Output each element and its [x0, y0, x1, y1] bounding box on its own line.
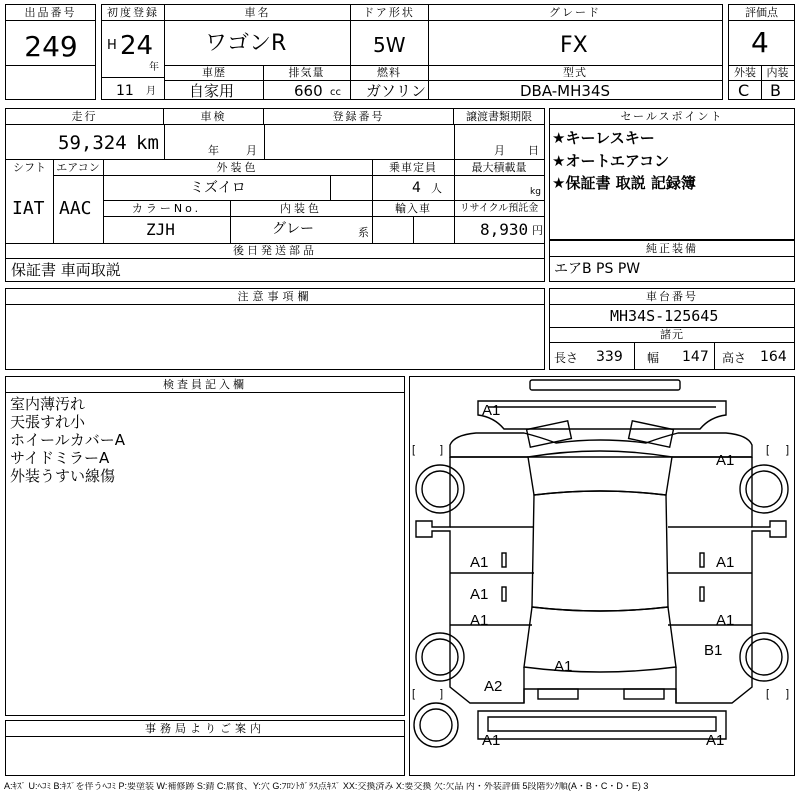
interior-color-label: 内装色 — [280, 202, 322, 215]
transfer-deadline-label: 譲渡書類期限 — [454, 109, 544, 125]
grade: FX — [560, 33, 588, 58]
interior-grade: B — [770, 81, 781, 100]
import-label: 輸入車 — [395, 202, 431, 215]
score: 4 — [751, 26, 769, 59]
car-outline — [410, 377, 794, 775]
recycle-label: リサイクル預託金 — [459, 203, 539, 214]
era-letter: H — [107, 38, 117, 53]
chassis-number-label: 車台番号 — [550, 289, 794, 305]
svg-text:]: ] — [786, 444, 790, 456]
inspector-note: 外装うすい線傷 — [10, 467, 116, 485]
displacement: 660 — [294, 82, 323, 100]
damage-mark: A1 — [716, 554, 735, 571]
capacity-label: 乗車定員 — [389, 161, 437, 174]
mileage-label: 走行 — [6, 109, 164, 125]
damage-mark: A1 — [482, 732, 501, 749]
lot-number: 249 — [24, 30, 78, 63]
specs-table — [5, 108, 545, 282]
lot-number-box — [5, 4, 96, 100]
chassis-box — [549, 288, 795, 370]
shift: IAT — [12, 198, 45, 219]
inspector-label: 検査員記入欄 — [6, 377, 404, 393]
inspector-note: サイドミラーA — [10, 449, 110, 467]
exterior-color-label: 外装色 — [216, 161, 259, 174]
damage-mark: A1 — [470, 612, 489, 629]
notes-label: 注意事項欄 — [6, 289, 544, 305]
first-registration-box — [101, 4, 165, 100]
office-box — [5, 720, 405, 776]
length: 339 — [596, 349, 623, 365]
sales-points-box — [549, 108, 795, 240]
svg-text:]: ] — [440, 444, 444, 456]
notes-box — [5, 288, 545, 370]
damage-mark: B1 — [704, 642, 723, 659]
damage-mark: A2 — [484, 678, 503, 695]
car-name-label: 車名 — [165, 5, 350, 21]
damage-mark: A1 — [706, 732, 725, 749]
car-name: ワゴンR — [205, 31, 287, 56]
interior-color-unit: 系 — [358, 226, 369, 239]
color-number-label: カラーNo. — [131, 202, 202, 215]
damage-mark: A1 — [716, 612, 735, 629]
color-number: ZJH — [146, 220, 175, 239]
exterior-color: ミズイロ — [190, 180, 246, 196]
door-label: ドア形状 — [350, 5, 428, 21]
svg-text:[: [ — [766, 688, 770, 700]
door-type: 5W — [373, 33, 406, 57]
later-parts: 保証書 車両取説 — [11, 261, 121, 279]
inspection-month-unit: 月 — [246, 144, 257, 157]
transfer-day-unit: 日 — [528, 144, 539, 157]
svg-text:[: [ — [412, 444, 416, 456]
registration-year: 24 — [120, 31, 154, 61]
inspector-note: ホイールカバーA — [10, 431, 125, 449]
mileage: 59,324 — [58, 132, 127, 154]
interior-color: グレー — [272, 221, 314, 237]
ac-label: エアコン — [56, 161, 100, 174]
model: DBA-MH34S — [520, 82, 611, 100]
damage-diagram — [409, 376, 795, 776]
registration-month: 11 — [116, 83, 134, 99]
exterior-label: 外装 — [734, 66, 756, 79]
history: 自家用 — [189, 82, 235, 100]
equipment-box — [549, 240, 795, 282]
exterior-grade: C — [738, 81, 750, 100]
interior-label: 内装 — [766, 66, 789, 79]
dimensions-label: 諸元 — [660, 328, 684, 341]
inspector-box — [5, 376, 405, 716]
damage-mark: A1 — [554, 658, 573, 675]
capacity: 4 — [412, 180, 421, 196]
length-label: 長さ — [554, 351, 579, 365]
history-label: 車歴 — [202, 66, 226, 79]
sales-point-item: ★保証書 取説 記録簿 — [552, 174, 696, 192]
svg-text:]: ] — [440, 688, 444, 700]
inspector-note: 天張すれ小 — [10, 413, 86, 431]
legend: A:ｷｽﾞ U:ﾍｺﾐ B:ｷｽﾞを伴うﾍｺﾐ P:要塗装 W:補修跡 S:錆 C:腐食、Y:穴 G:ﾌﾛﾝﾄｶﾞﾗｽ点ｷｽﾞ XX:交換済み X:要交換 欠:欠品 内・外装評価 5段階ﾗﾝｸ順(A・B・C・D・E) 3 — [4, 782, 649, 791]
damage-mark: A1 — [716, 452, 735, 469]
width-label: 幅 — [647, 351, 660, 365]
first-registration-label: 初度登録 — [102, 5, 164, 21]
chassis-number: MH34S-125645 — [610, 307, 719, 325]
ac: AAC — [59, 198, 92, 219]
displacement-label: 排気量 — [288, 66, 325, 79]
equipment: エアB PS PW — [554, 261, 641, 277]
recycle-unit: 円 — [532, 224, 543, 237]
score-label: 評価点 — [729, 5, 794, 21]
displacement-unit: cc — [330, 87, 341, 98]
office-label: 事務局よりご案内 — [6, 721, 404, 737]
inspection-year-unit: 年 — [208, 144, 219, 157]
fuel-label: 燃料 — [377, 66, 401, 79]
sales-point-item: ★オートエアコン — [552, 152, 670, 170]
recycle-fee: 8,930 — [480, 220, 529, 239]
svg-text:[: [ — [766, 444, 770, 456]
score-box — [728, 4, 795, 100]
month-unit: 月 — [146, 86, 156, 97]
year-unit: 年 — [149, 62, 159, 73]
capacity-unit: 人 — [431, 182, 442, 195]
lot-number-label: 出品番号 — [6, 5, 95, 21]
later-parts-label: 後日発送部品 — [6, 243, 544, 259]
width: 147 — [682, 349, 709, 365]
damage-mark: A1 — [470, 586, 489, 603]
damage-mark: A1 — [470, 554, 489, 571]
svg-text:[: [ — [412, 688, 416, 700]
inspector-note: 室内薄汚れ — [10, 395, 86, 413]
sales-point-item: ★キーレスキー — [552, 129, 655, 147]
svg-text:]: ] — [786, 688, 790, 700]
shift-label: シフト — [13, 161, 46, 174]
height-label: 高さ — [722, 351, 747, 365]
height: 164 — [760, 349, 787, 365]
registration-number-label: 登録番号 — [264, 109, 454, 125]
vehicle-info-box — [164, 4, 723, 100]
model-label: 型式 — [563, 66, 587, 79]
equipment-label: 純正装備 — [550, 241, 794, 257]
fuel: ガソリン — [366, 82, 427, 100]
sales-points-label: セールスポイント — [550, 109, 794, 125]
inspection-label: 車検 — [164, 109, 264, 125]
max-load-label: 最大積載量 — [471, 161, 527, 174]
grade-label: グレード — [428, 5, 722, 21]
transfer-month-unit: 月 — [494, 144, 505, 157]
max-load-unit: kg — [530, 187, 541, 197]
mileage-unit: km — [136, 132, 159, 154]
damage-mark: A1 — [482, 402, 501, 419]
